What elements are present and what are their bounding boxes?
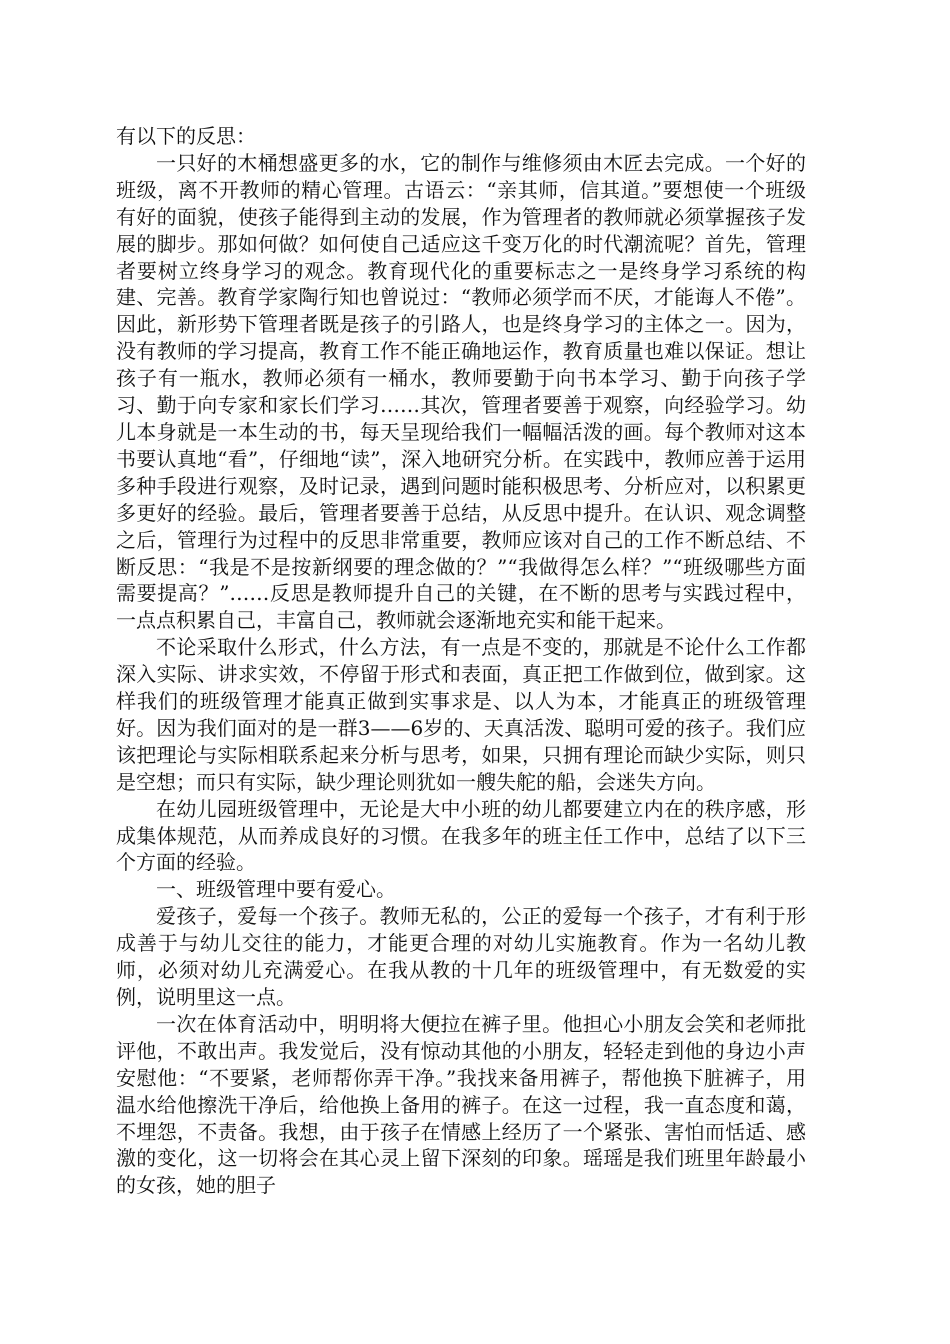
paragraph-intro: 有以下的反思： bbox=[116, 124, 256, 148]
paragraph-reflection-learning: 一只好的木桶想盛更多的水，它的制作与维修须由木匠去完成。一个好的班级，离不开教师的精心管理。古语云：“亲其师，信其道。”要想使一个班级有好的面貌，使孩子能得到主动的发展，作为管理者的教师就必须掌握孩子发展的脚步。那如何做？如何使自己适应这千变万化的时代潮流呢？首先，管理者要树立终身学习的观念。教育现代化的重要标志之一是终身学习系统的构建、完善。教育学家陶行知也曾说过：“教师必须学而不厌，才能诲人不倦”。因此，新形势下管理者既是孩子的引路人，也是终身学习的主体之一。因为，没有教师的学习提高，教育工作不能正确地运作，教育质量也难以保证。想让孩子有一瓶水，教师必须有一桶水，教师要勤于向书本学习、勤于向孩子学习、勤于向专家和家长们学习……其次，管理者要善于观察，向经验学习。幼儿本身就是一本生动的书，每天呈现给我们一幅幅活泼的画。每个教师对这本书要认真地“看”，仔细地“读”，深入地研究分析。在实践中，教师应善于运用多种手段进行观察，及时记录，遇到问题时能积极思考、分析应对，以积累更多更好的经验。最后，管理者要善于总结，从反思中提升。在认识、观念调整之后，管理行为过程中的反思非常重要，教师应该对自己的工作不断总结、不断反思：“我是不是按新纲要的理念做的？”“我做得怎么样？”“班级哪些方面需要提高？”……反思是教师提升自己的关键，在不断的思考与实践过程中，一点点积累自己，丰富自己，教师就会逐渐地充实和能干起来。 bbox=[116, 150, 806, 633]
document-page bbox=[116, 123, 806, 1199]
paragraph-love-children: 爱孩子，爱每一个孩子。教师无私的，公正的爱每一个孩子，才有利于形成善于与幼儿交往的能力，才能更合理的对幼儿实施教育。作为一名幼儿教师，必须对幼儿充满爱心。在我从教的十几年的班级管理中，有无数爱的实例，说明里这一点。 bbox=[116, 904, 806, 1009]
paragraph-class-management: 在幼儿园班级管理中，无论是大中小班的幼儿都要建立内在的秩序感，形成集体规范，从而养成良好的习惯。在我多年的班主任工作中，总结了以下三个方面的经验。 bbox=[116, 796, 806, 875]
paragraph-practice: 不论采取什么形式，什么方法，有一点是不变的，那就是不论什么工作都深入实际、讲求实效，不停留于形式和表面，真正把工作做到位，做到家。这样我们的班级管理才能真正做到实事求是、以人为本，才能真正的班级管理好。因为我们面对的是一群3——6岁的、天真活泼、聪明可爱的孩子。我们应该把理论与实际相联系起来分析与思考，如果，只拥有理论而缺少实际，则只是空想；而只有实际，缺少理论则犹如一艘失舵的船，会迷失方向。 bbox=[116, 635, 806, 794]
section-heading-love: 一、班级管理中要有爱心。 bbox=[156, 877, 396, 902]
paragraph-example-story: 一次在体育活动中，明明将大便拉在裤子里。他担心小朋友会笑和老师批评他，不敢出声。我发觉后，没有惊动其他的小朋友，轻轻走到他的身边小声安慰他：“不要紧，老师帮你弄干净。”我找来备用裤子，帮他换下脏裤子，用温水给他擦洗干净后，给他换上备用的裤子。在这一过程，我一直态度和蔼，不埋怨，不责备。我想，由于孩子在情感上经历了一个紧张、害怕而恬适、感激的变化，这一切将会在其心灵上留下深刻的印象。瑶瑶是我们班里年龄最小的女孩，她的胆子 bbox=[116, 1011, 806, 1198]
